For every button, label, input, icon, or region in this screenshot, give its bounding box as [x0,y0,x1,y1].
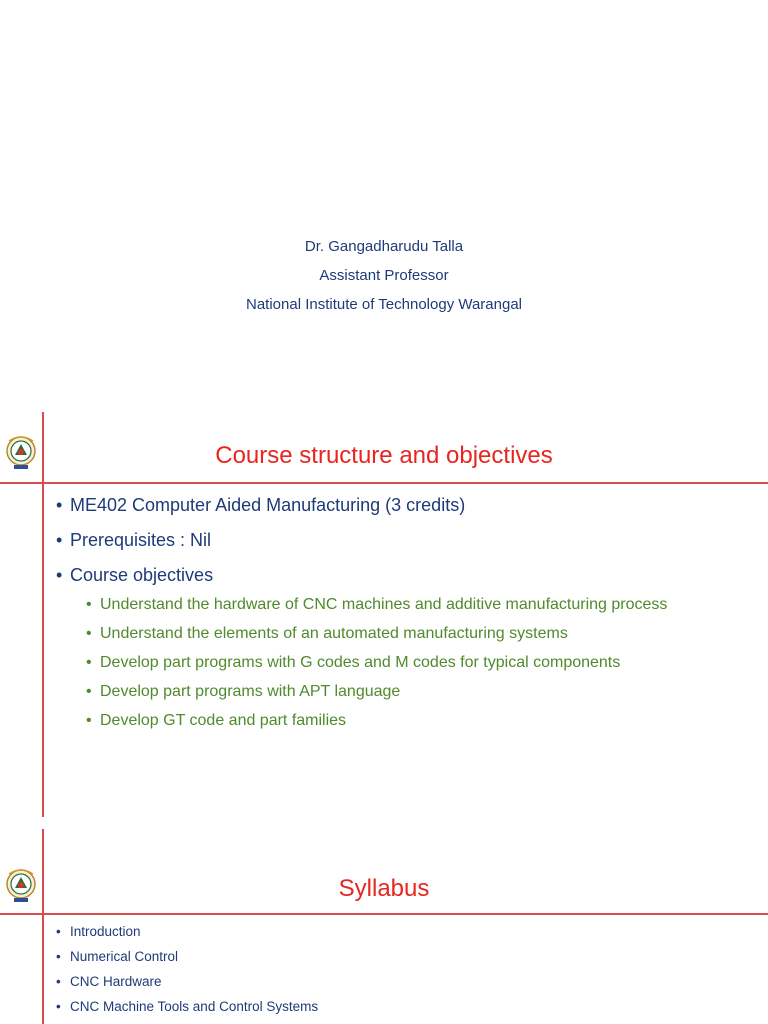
list-item: • Develop part programs with G codes and M codes for typical components [86,650,726,675]
author-name: Dr. Gangadharudu Talla [304,238,464,255]
list-item: • Prerequisites : Nil [56,529,726,551]
horizontal-rule [0,913,768,915]
author-institute: National Institute of Technology Warangal [246,296,522,313]
objectives-heading: Course objectives [70,565,214,585]
objectives-list [86,592,726,733]
list-item: • Develop part programs with APT language [86,679,726,704]
list-item: • Understand the hardware of CNC machines and additive manufacturing process [86,592,726,617]
list-item: • Numerical Control [56,944,318,969]
list-item: • CNC Hardware [56,969,318,994]
list-item [56,564,726,733]
horizontal-rule [0,482,768,484]
author-position: Assistant Professor [319,267,449,284]
slide-title: Syllabus [338,875,430,902]
title-slide [0,0,768,400]
vertical-rule [42,412,44,817]
course-structure-slide [0,412,768,817]
slide-gap [0,400,768,412]
list-item: • Develop GT code and part families [86,708,726,733]
slide-title: Course structure and objectives [215,442,553,469]
list-item: • Introduction [56,919,318,944]
list-item: • CNC Machine Tools and Control Systems [56,994,318,1019]
vertical-rule [42,829,44,1024]
syllabus-slide [0,829,768,1024]
list-item: • Understand the elements of an automated manufacturing systems [86,621,726,646]
author-block [0,232,768,319]
syllabus-list [56,919,318,1019]
course-bullets [56,494,726,746]
slide-gap [0,817,768,829]
list-item: • ME402 Computer Aided Manufacturing (3 credits) [56,494,726,516]
